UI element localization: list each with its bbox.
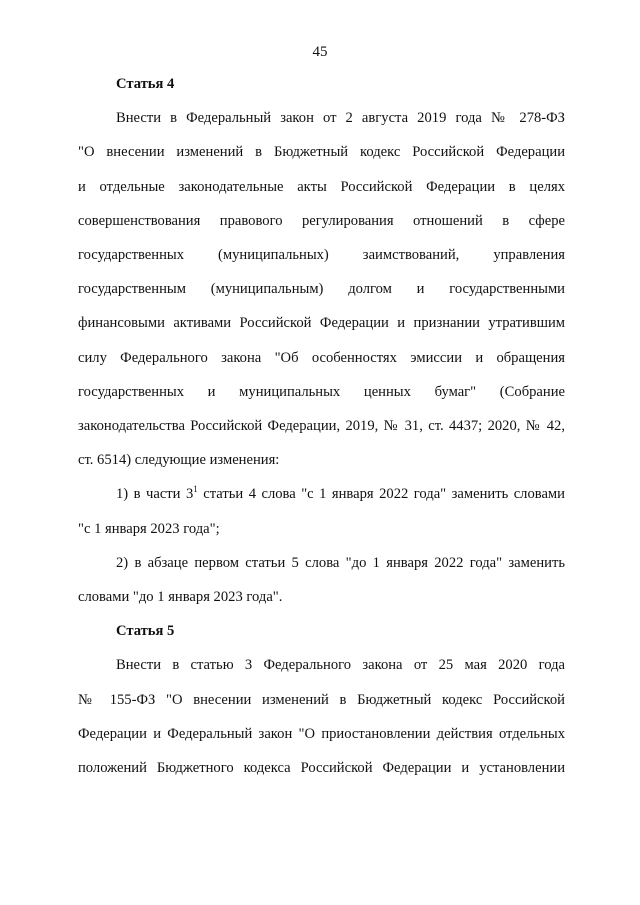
text-line: совершенствования правового регулирования отношений в сфере <box>78 212 565 229</box>
text-line: ст. 6514) следующие изменения: <box>78 452 280 469</box>
text-line <box>78 477 565 511</box>
text-line: Внести в статью 3 Федерального закона от 25 мая 2020 года <box>116 657 565 674</box>
text-line: словами "до 1 января 2023 года". <box>78 589 283 606</box>
superscript: 1 <box>193 483 198 494</box>
text-line: № 155-ФЗ "О внесении изменений в Бюджетный кодекс Российской <box>78 691 565 708</box>
article-4-item-1 <box>78 477 565 545</box>
article-5-intro <box>78 648 565 785</box>
text-line: силу Федерального закона "Об особенностях эмиссии и обращения <box>78 349 565 366</box>
page-number: 45 <box>312 44 328 60</box>
text-line: "О внесении изменений в Бюджетный кодекс Российской Федерации <box>78 144 565 161</box>
article-4-item-2 <box>78 546 565 614</box>
article-5-heading: Статья 5 <box>116 623 175 640</box>
text-line: Федерации и Федеральный закон "О приостановлении действия отдельных <box>78 725 565 742</box>
text-line: Внести в Федеральный закон от 2 августа 2019 года № 278-ФЗ <box>116 110 565 127</box>
item-1-rest: статьи 4 слова "с 1 января 2022 года" заменить словами <box>197 486 565 503</box>
text-line: положений Бюджетного кодекса Российской Федерации и установлении <box>78 760 565 777</box>
document-body <box>78 67 565 785</box>
article-4-intro <box>78 101 565 477</box>
text-line: государственным (муниципальным) долгом и государственными <box>78 281 565 298</box>
text-line: государственных и муниципальных ценных бумаг" (Собрание <box>78 383 565 400</box>
text-line: законодательства Российской Федерации, 2019, № 31, ст. 4437; 2020, № 42, <box>78 418 565 435</box>
text-line: финансовыми активами Российской Федерации и признании утратившим <box>78 315 565 332</box>
text-line: государственных (муниципальных) заимствований, управления <box>78 247 565 264</box>
item-1-prefix: 1) в части 3 <box>116 486 194 503</box>
article-4-heading: Статья 4 <box>116 76 175 92</box>
text-line: и отдельные законодательные акты Российской Федерации в целях <box>78 178 565 195</box>
text-line: "с 1 января 2023 года"; <box>78 520 220 537</box>
text-line: 2) в абзаце первом статьи 5 слова "до 1 января 2022 года" заменить <box>116 554 565 571</box>
